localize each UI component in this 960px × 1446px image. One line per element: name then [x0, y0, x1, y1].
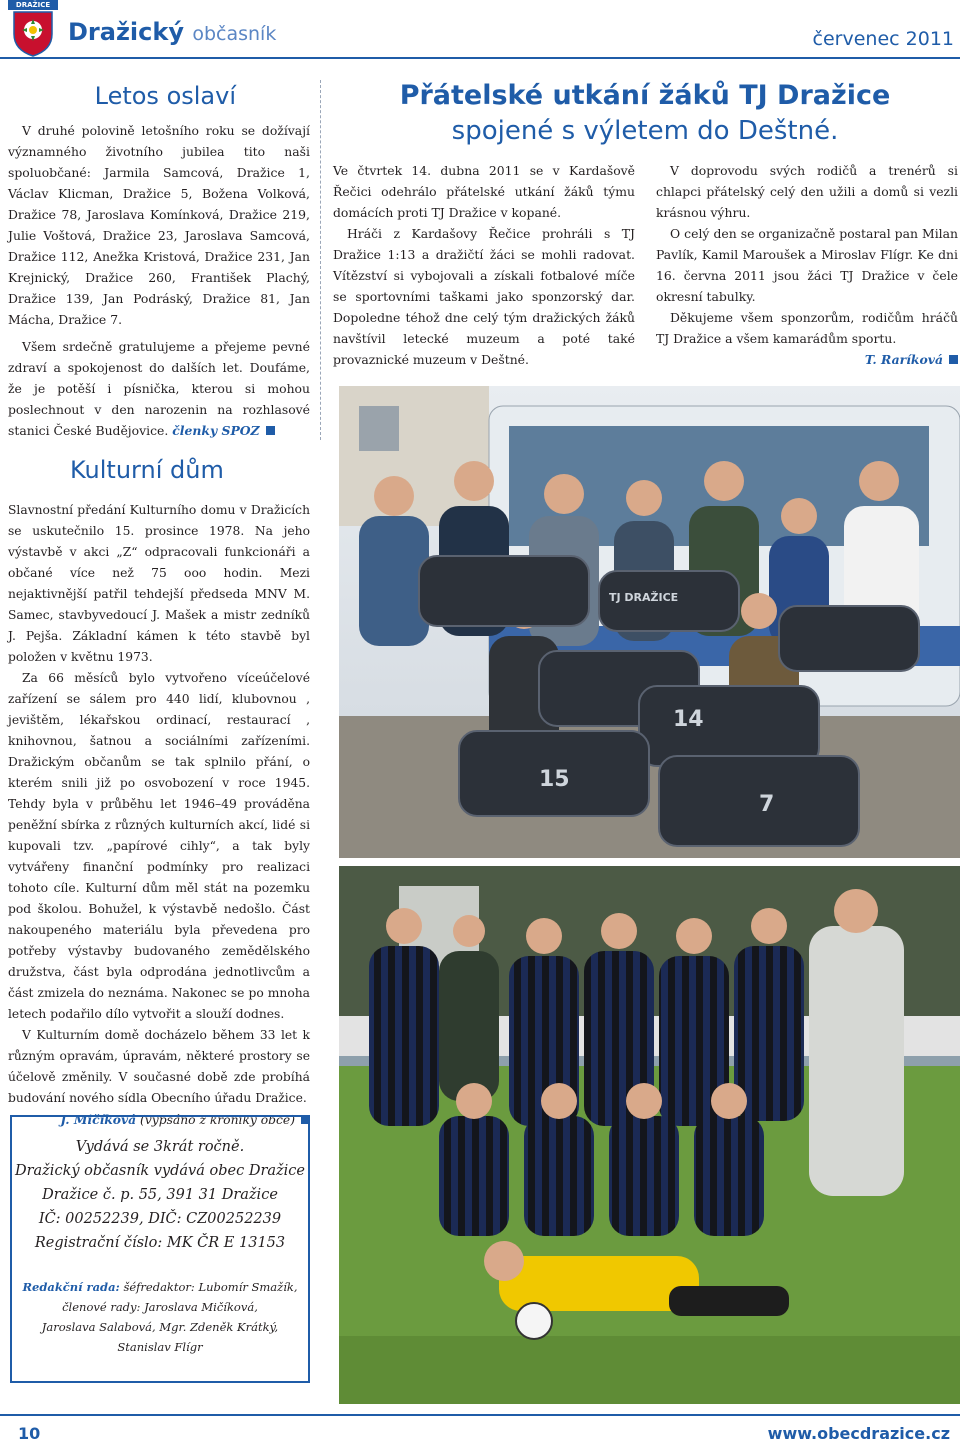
jubilee-paragraph-2	[8, 336, 310, 441]
article-title: Přátelské utkání žáků TJ Dražice	[399, 80, 891, 111]
bag-label: TJ DRAŽICE	[609, 591, 679, 604]
end-mark-icon	[949, 355, 958, 364]
article-column-1	[333, 160, 635, 370]
article-subtitle: spojené s výletem do Deštné.	[451, 116, 839, 146]
kulturni-dum-paragraph-1: Slavnostní předání Kulturního domu v Dražicích se uskutečnilo 15. prosince 1978. Na jeho výstavbě v akci „Z“ odpracovali funkcionáři a občané více než 75 ooo hodin. Mezi nejaktivnější patřil tehdejší předseda MNV M. Samec, stavbyvedoucí J. Mašek a mistr zedníků J. Pejša. Základní kámen k této stavbě byl položen v květnu 1973.	[8, 503, 310, 664]
bag-number-14: 14	[673, 707, 704, 732]
imprint-line-2: Dražický občasník vydává obec Dražice	[14, 1163, 306, 1179]
footer-rule	[0, 1414, 960, 1416]
editorial-board-line-4: Stanislav Flígr	[117, 1340, 203, 1354]
article-c2-paragraph-3: Děkujeme všem sponzorům, rodičům hráčů TJ Dražice a všem kamarádům sportu.	[656, 310, 958, 346]
jubilee-heading: Letos oslaví	[94, 82, 236, 110]
kulturni-dum-paragraph-3: V Kulturním domě docházelo během 33 let k různým opravám, úpravám, některé prostory se účelově změnily. V současné době zde probíhá budování nového sídla Obecního úřadu Dražice.	[8, 1028, 310, 1105]
editorial-board-line-1: šéfredaktor: Lubomír Smažík,	[123, 1280, 298, 1294]
jubilee-article	[8, 120, 310, 441]
logo-caption: DRAŽICE	[8, 0, 58, 10]
jubilee-paragraph-2-text: Všem srdečně gratulujeme a přejeme pevné zdraví a spokojenost do dalších let. Doufáme, že je potěší i písnička, kterou si mohou poslechnout v den narozenin na rozhlasové stanici České Budějovice.	[8, 339, 310, 438]
article-c2-paragraph-1: V doprovodu svých rodičů a trenérů si chlapci přátelský celý den užili a domů si vezli krásnou výhru.	[656, 163, 958, 220]
bag-number-15: 15	[539, 767, 570, 792]
kulturni-dum-heading: Kulturní dům	[70, 456, 224, 484]
editorial-board	[12, 1277, 308, 1357]
editorial-board-label: Redakční rada:	[22, 1280, 120, 1294]
editorial-board-line-2: členové rady: Jaroslava Mičíková,	[62, 1300, 258, 1314]
municipal-coat-of-arms-logo	[8, 0, 58, 58]
website-link[interactable]: www.obecdrazice.cz	[767, 1424, 950, 1443]
jubilee-signature: členky SPOZ	[172, 423, 260, 438]
imprint-line-1: Vydává se 3krát ročně.	[75, 1139, 245, 1155]
column-separator	[320, 80, 321, 440]
article-c2-paragraph-2: O celý den se organizačně postaral pan Milan Pavlík, Kamil Maroušek a Miroslav Flígr. Ke dni 16. června 2011 jsou žáci TJ Dražice v čele okresní tabulky.	[656, 226, 958, 304]
issue-date: červenec 2011	[812, 28, 954, 50]
team-with-bags-photo	[339, 386, 960, 858]
kulturni-dum-signature: J. Mičíková	[60, 1112, 137, 1127]
newsletter-title	[68, 18, 276, 46]
title-light: občasník	[192, 23, 277, 45]
kulturni-dum-article	[8, 500, 310, 1131]
editorial-board-line-3: Jaroslava Salabová, Mgr. Zdeněk Krátký,	[41, 1320, 279, 1334]
article-signature-line	[656, 349, 958, 370]
article-column-2	[656, 160, 958, 370]
jubilee-paragraph-1: V druhé polovině letošního roku se dožívají významného životního jubilea tito naši spoluobčané: Jarmila Samcová, Dražice 1, Václav Klicman, Dražice 5, Božena Volková, Dražice 78, Jaroslava Komínková, Dražice 219, Julie Voštová, Dražice 23, Jaroslava Samcová, Dražice 112, Anežka Kristová, Dražice 231, Jan Krejnický, Dražice 260, František Plachý, Dražice 139, Jan Podráský, Dražice 81, Jan Mácha, Dražice 7.	[8, 123, 310, 327]
imprint-publisher-info	[12, 1135, 308, 1255]
article-c1-paragraph-1: Ve čtvrtek 14. dubna 2011 se v Kardašově Řečici odehrálo přátelské utkání žáků týmu domácích proti TJ Dražice v kopané.	[333, 163, 635, 220]
title-bold: Dražický	[68, 18, 184, 46]
imprint-box	[10, 1115, 310, 1383]
bag-number-7: 7	[759, 792, 775, 817]
header-rule	[0, 57, 960, 59]
article-signature: T. Raríková	[864, 352, 943, 367]
imprint-line-5: Registrační číslo: MK ČR E 13153	[34, 1235, 286, 1251]
team-jerseys-photo	[339, 866, 960, 1404]
imprint-line-4: IČ: 00252239, DIČ: CZ00252239	[38, 1211, 282, 1227]
imprint-line-3: Dražice č. p. 55, 391 31 Dražice	[42, 1187, 278, 1203]
article-c1-paragraph-2: Hráči z Kardašovy Řečice prohráli s TJ Dražice 1:13 a dražičtí žáci se mohli radovat. Vítězství si vybojovali a získali fotbalové míče se sportovními taškami jako sponzorský dar. Dopoledne téhož dne celý tým dražických žáků navštívil letecké muzeum a poté také provaznické muzeum v Deštné.	[333, 226, 635, 367]
page-number: 10	[18, 1424, 41, 1443]
kulturni-dum-paragraph-2: Za 66 měsíců bylo vytvořeno víceúčelové zařízení se sálem pro 440 lidí, klubovnou , jevištěm, lékařskou ordinací, restaurací , knihovnou, šatnou a sociálními zařízeními. Dražickým občanům se tak splnilo přání, o kterém snili již po osvobození v roce 1945. Tehdy byla v průběhu let 1946–49 prováděna peněžní sbírka z různých kulturních akcí, lidé si kupovali tzv. „papírové cihly“, a tak byly vytvářeny finanční podmínky pro realizaci tohoto cíle. Kulturní dům měl stát na pozemku pod školou. Bohužel, k výstavbě nedošlo. Část nakoupeného materiálu byla převedena pro potřeby výstavby budovaného zemědělského družstva, část byla odprodána jednotlivcům a část zmizela do neznáma. Nakonec se po mnoha letech podařilo dílo vytvořit a slouží dodnes.	[8, 671, 310, 1021]
kulturni-dum-signature-note: (vypsáno z kroniky obce)	[140, 1113, 295, 1127]
end-mark-icon	[266, 426, 275, 435]
